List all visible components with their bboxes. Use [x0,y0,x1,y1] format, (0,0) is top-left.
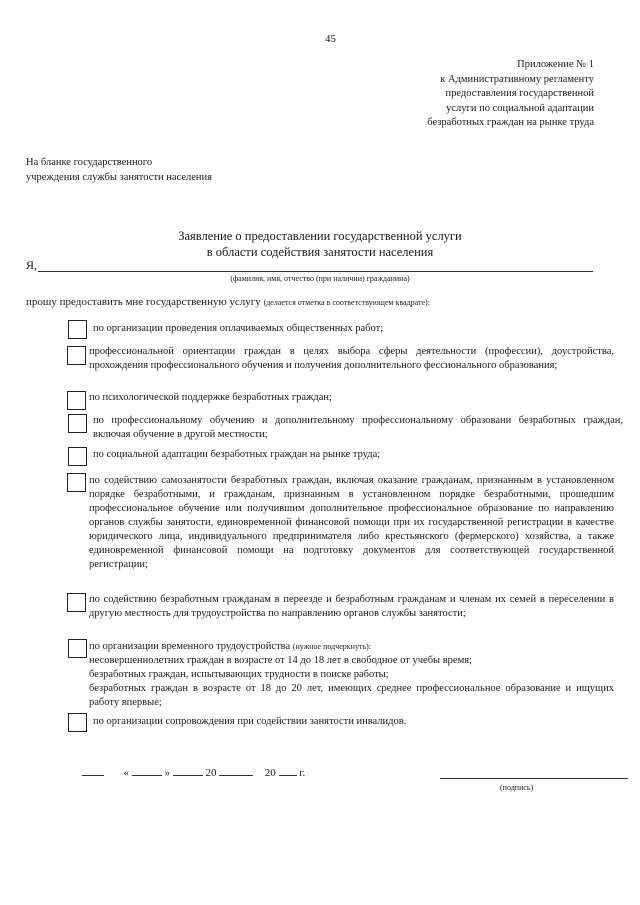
appendix-line: предоставления государственной [445,88,594,99]
checkbox-career-guidance[interactable] [67,346,86,365]
appendix-line: услуги по социальной адаптации [446,102,594,114]
letterhead-note [26,156,212,185]
date-field [82,767,305,779]
date-month-blank[interactable] [219,775,253,776]
checkbox-social-adaptation[interactable] [68,447,87,466]
temp-employment-note: (нужное подчеркнуть): [292,642,371,651]
option-psych-support: по психологической поддержке безработных граждан; [89,392,332,403]
temp-employment-item[interactable]: несовершеннолетних граждан в возрасте от 14 до 18 лет в свободное от учебы время; [89,655,472,666]
checkbox-relocation[interactable] [67,593,86,612]
checkbox-psych-support[interactable] [67,391,86,410]
temp-employment-head: по организации временного трудоустройства [89,641,291,652]
option-career-guidance: профессиональной ориентации граждан в целях выбора сферы деятельности (профессии), доустройства, прохождения профессионального обучения и получения дополнительного фессионального образования; [89,346,614,371]
request-text: прошу предоставить мне государственную услугу [26,296,261,308]
option-disabled-support: по организации сопровождения при содействии занятости инвалидов. [93,716,407,727]
option-temp-employment [89,640,614,710]
checkbox-temp-employment[interactable] [68,639,87,658]
checkbox-public-works[interactable] [68,320,87,339]
date-year-prefix: 20 [205,767,217,779]
request-note: (делается отметка в соответствующем квадрате): [263,298,430,307]
date-year-field[interactable] [279,775,297,776]
signature-field[interactable] [440,778,628,779]
page-number: 45 [325,33,336,45]
checkbox-self-employment[interactable] [67,473,86,492]
date-open-quote: « [123,767,129,779]
option-social-adaptation: по социальной адаптации безработных граждан на рынке труда; [93,449,381,460]
checkbox-disabled-support[interactable] [68,713,87,732]
temp-employment-item[interactable]: безработных граждан в возрасте от 18 до 20 лет, имеющих среднее профессиональное образование и ищущих работу впервые; [89,683,614,708]
option-public-works: по организации проведения оплачиваемых общественных работ; [93,323,384,334]
option-self-employment: по содействию самозанятости безработных граждан, включая оказание гражданам, признанным в установленном порядке безработными, и гражданам, признанным в установленном порядке безработными, прошедшим профессиональное обучение или получившим дополнительное профессиональное образование по направлению органов службы занятости, единовременной финансовой помощи при их государственной регистрации в качестве юридического лица, индивидуального предпринимателя либо крестьянского (фермерского) хозяйства, а также единовременной финансовой помощи на подготовку документов для соответствующей государственной регистрации; [89,475,614,570]
appendix-line: к Административному регламенту [440,73,594,85]
date-blank[interactable] [82,775,104,776]
option-vocational-training: по профессиональному обучению и дополнительному профессиональному образовани безработных граждан, включая обучение в другой местности; [93,415,623,440]
applicant-name-field[interactable] [38,271,593,272]
date-year-suffix: г. [299,767,306,779]
appendix-title: Приложение № 1 [517,59,594,70]
document-title [0,228,640,260]
title-line: Заявление о предоставлении государственной услуги [178,229,462,243]
request-line [26,296,430,308]
checkbox-vocational-training[interactable] [68,414,87,433]
appendix-header [354,58,594,131]
option-relocation: по содействию безработным гражданам в переезде и безработным гражданам и членам их семей в переселении в другую местность для трудоустройства по направлению органов службы занятости; [89,594,614,619]
letterhead-line: На бланке государственного [26,157,153,168]
date-year-label: 20 [264,767,276,779]
temp-employment-item[interactable]: безработных граждан, испытывающих трудности в поиске работы; [89,669,389,680]
letterhead-line: учреждения службы занятости населения [26,171,212,183]
applicant-prefix: Я, [26,258,38,272]
title-line: в области содействия занятости населения [206,245,434,259]
date-close-quote: » [164,767,170,779]
date-month-field[interactable] [173,775,203,776]
signature-caption: (подпись) [500,783,534,792]
appendix-line: безработных граждан на рынке труда [427,117,594,128]
applicant-caption: (фамилия, имя, отчество (при наличии) гражданина) [230,274,410,283]
date-day-field[interactable] [132,775,162,776]
